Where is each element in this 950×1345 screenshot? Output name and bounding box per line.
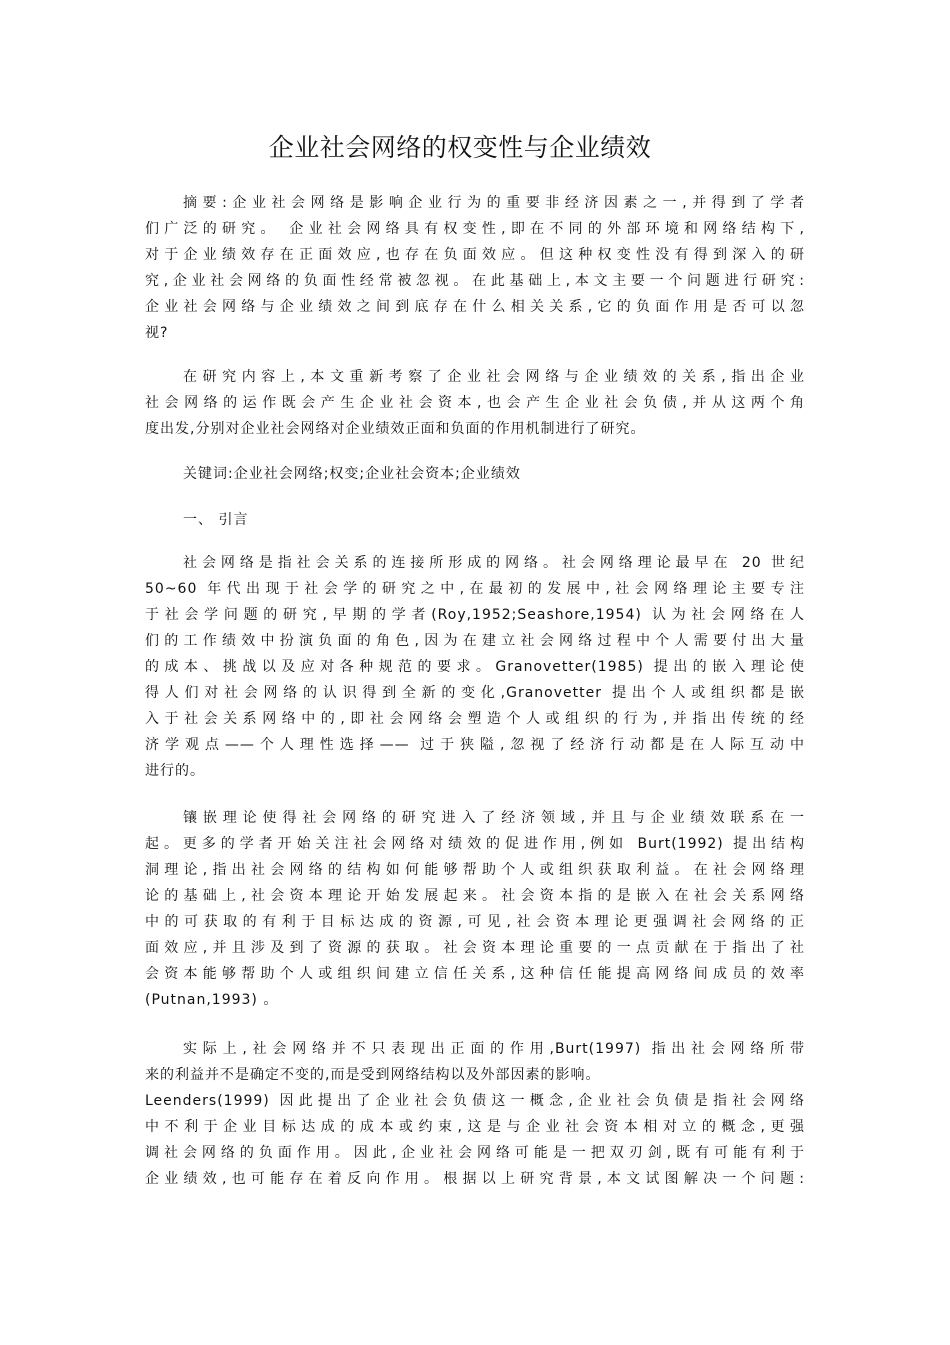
abstract-line: 视?: [145, 325, 169, 341]
intro-line: Leenders(1999) 因此提出了企业社会负债这一概念,企业社会负债是指社会网络: [145, 1093, 805, 1109]
keywords-paragraph: [145, 461, 805, 487]
content-line: 在研究内容上,本文重新考察了企业社会网络与企业绩效的关系,指出企业: [183, 369, 805, 385]
intro-line: 社会网络是指社会关系的连接所形成的网络。社会网络理论最早在 20 世纪: [183, 555, 805, 571]
intro-line: 面效应,并且涉及到了资源的获取。社会资本理论重要的一点贡献在于指出了社: [145, 940, 805, 956]
abstract-line: 们广泛的研究。 企业社会网络具有权变性,即在不同的外部环境和网络结构下,: [145, 221, 805, 237]
intro-line: 50~60 年代出现于社会学的研究之中,在最初的发展中,社会网络理论主要专注: [145, 581, 805, 597]
intro-line: 洞理论,指出社会网络的结构如何能够帮助个人或组织获取利益。在社会网络理: [145, 862, 805, 878]
intro-line: 进行的。: [145, 763, 205, 779]
intro-line: (Putnan,1993) 。: [145, 992, 279, 1008]
abstract-line: 摘要:企业社会网络是影响企业行为的重要非经济因素之一,并得到了学者: [183, 195, 805, 211]
intro-line: 们的工作绩效中扮演负面的角色,因为在建立社会网络过程中个人需要付出大量: [145, 633, 805, 649]
abstract-line: 企业社会网络与企业绩效之间到底存在什么相关关系,它的负面作用是否可以忽: [145, 299, 805, 315]
section-heading: [145, 507, 805, 533]
intro-paragraph-3: [145, 1036, 805, 1192]
content-paragraph: [145, 364, 805, 442]
intro-line: 的成本、挑战以及应对各种规范的要求。Granovetter(1985) 提出的嵌入理论使: [145, 659, 805, 675]
intro-line: 企业绩效,也可能存在着反向作用。根据以上研究背景,本文试图解决一个问题:: [145, 1171, 805, 1187]
intro-line: 于社会学问题的研究,早期的学者(Roy,1952;Seashore,1954) 认为社会网络在人: [145, 607, 805, 623]
document-title: 企业社会网络的权变性与企业绩效: [268, 133, 652, 162]
intro-line: 来的利益并不是确定不变的,而是受到网络结构以及外部因素的影响。: [145, 1067, 601, 1083]
content-line: 社会网络的运作既会产生企业社会资本,也会产生企业社会负债,并从这两个角: [145, 395, 805, 411]
content-line: 度出发,分别对企业社会网络对企业绩效正面和负面的作用机制进行了研究。: [145, 421, 646, 437]
intro-line: 得人们对社会网络的认识得到全新的变化,Granovetter 提出个人或组织都是嵌: [145, 685, 805, 701]
intro-line: 中的可获取的有利于目标达成的资源,可见,社会资本理论更强调社会网络的正: [145, 914, 805, 930]
intro-line: 论的基础上,社会资本理论开始发展起来。社会资本指的是嵌入在社会关系网络: [145, 888, 805, 904]
intro-line: 起。更多的学者开始关注社会网络对绩效的促进作用,例如 Burt(1992) 提出结构: [145, 836, 805, 852]
intro-line: 调社会网络的负面作用。因此,企业社会网络可能是一把双刃剑,既有可能有利于: [145, 1145, 805, 1161]
intro-line: 中不利于企业目标达成的成本或约束,这是与企业社会资本相对立的概念,更强: [145, 1119, 805, 1135]
intro-line: 实际上,社会网络并不只表现出正面的作用,Burt(1997) 指出社会网络所带: [183, 1041, 805, 1057]
section-heading-text: 一、 引言: [183, 512, 249, 528]
intro-line: 入于社会关系网络中的,即社会网络会塑造个人或组织的行为,并指出传统的经: [145, 711, 805, 727]
intro-line: 镶嵌理论使得社会网络的研究进入了经济领域,并且与企业绩效联系在一: [183, 810, 805, 826]
abstract-line: 对于企业绩效存在正面效应,也存在负面效应。但这种权变性没有得到深入的研: [145, 247, 805, 263]
abstract-paragraph: [145, 190, 805, 346]
intro-line: 济学观点——个人理性选择—— 过于狭隘,忽视了经济行动都是在人际互动中: [145, 737, 805, 753]
keywords-line: 关键词:企业社会网络;权变;企业社会资本;企业绩效: [183, 466, 521, 482]
intro-paragraph-2: [145, 805, 805, 1013]
intro-line: 会资本能够帮助个人或组织间建立信任关系,这种信任能提高网络间成员的效率: [145, 966, 805, 982]
intro-paragraph-1: [145, 550, 805, 784]
abstract-line: 究,企业社会网络的负面性经常被忽视。在此基础上,本文主要一个问题进行研究:: [145, 273, 805, 289]
